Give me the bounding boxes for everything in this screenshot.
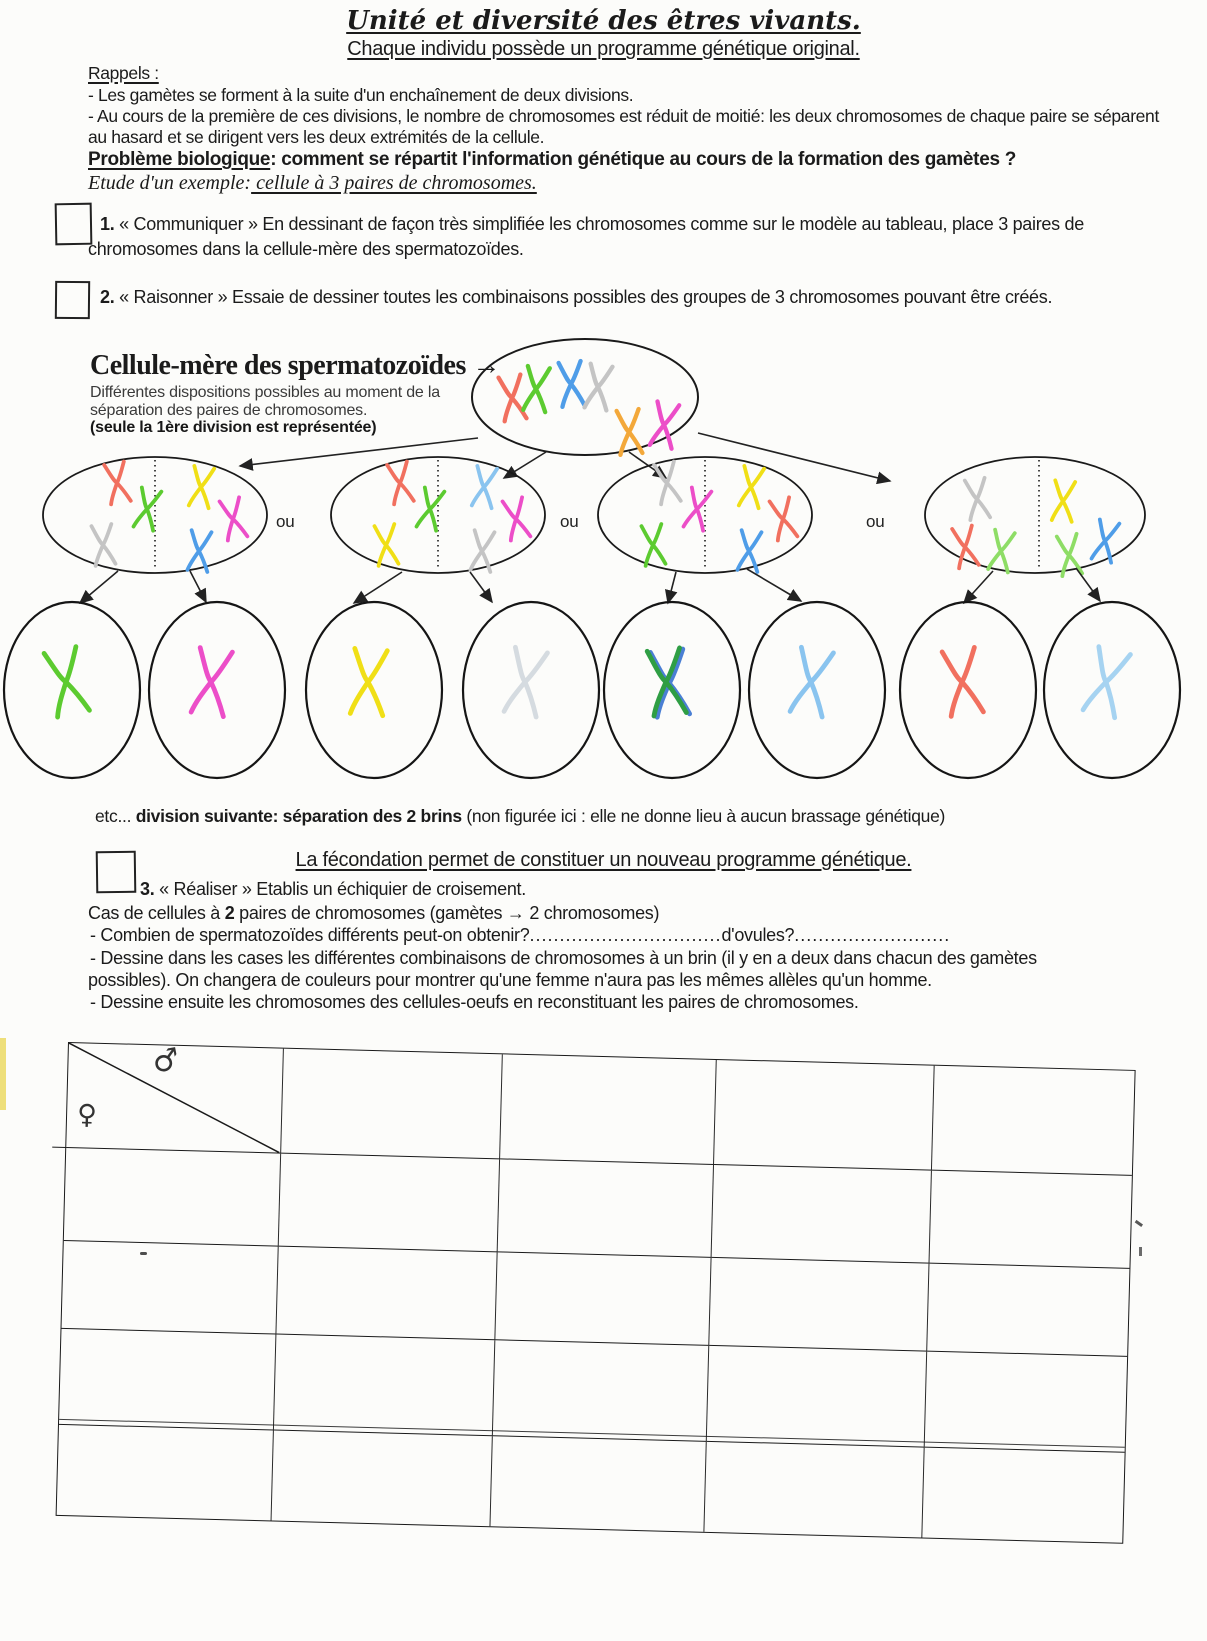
magenta-chromosome	[191, 648, 232, 717]
division-arrow	[354, 572, 402, 603]
pen-mark-3	[140, 1252, 147, 1255]
green-chromosome	[134, 488, 162, 531]
diagram-note-3: (seule la 1ère division est représentée)	[90, 419, 377, 436]
gray-chromosome	[965, 478, 990, 520]
female-gamete-cell[interactable]	[61, 1241, 278, 1335]
offspring-cell[interactable]	[491, 1436, 707, 1532]
lightblue-chromosome	[472, 466, 497, 508]
offspring-cell[interactable]	[925, 1352, 1127, 1453]
task2-line1: 2. « Raisonner » Essaie de dessiner toutes les combinaisons possibles des groupes de 3 chromosomes pouvant être créés.	[100, 287, 1053, 307]
male-gamete-cell[interactable]	[714, 1060, 935, 1171]
division-arrow	[1076, 568, 1100, 601]
paleblue-chromosome	[1083, 647, 1130, 718]
green-chromosome	[44, 647, 89, 717]
page-title: Unité et diversité des êtres vivants.	[346, 6, 861, 36]
fecondation-title: La fécondation permet de constituer un nouveau programme génétique.	[295, 849, 912, 871]
gamete-cell-ellipse	[463, 602, 599, 778]
division-arrow	[80, 571, 118, 603]
red-chromosome	[499, 375, 527, 422]
diagram-note-2: séparation des paires de chromosomes.	[90, 402, 368, 419]
offspring-cell[interactable]	[496, 1252, 712, 1346]
green-chromosome	[523, 366, 550, 412]
red-chromosome	[387, 462, 414, 505]
division-arrow	[504, 452, 546, 478]
offspring-cell[interactable]	[273, 1335, 495, 1437]
rappels-line-1: - Les gamètes se forment à la suite d'un enchaînement de deux divisions.	[88, 85, 634, 105]
male-gamete-cell[interactable]	[281, 1049, 503, 1160]
crossing-table	[56, 1042, 1136, 1544]
offspring-cell[interactable]	[930, 1171, 1132, 1269]
female-gamete-cell[interactable]	[57, 1425, 274, 1521]
magenta-chromosome	[503, 497, 531, 540]
female-gamete-cell[interactable]	[64, 1148, 281, 1247]
etude-exemple: Etude d'un exemple: cellule à 3 paires de chromosomes.	[88, 172, 537, 194]
magenta-chromosome	[220, 497, 248, 540]
gray-chromosome	[654, 462, 681, 505]
yellow-chromosome	[1052, 480, 1075, 521]
offspring-cell[interactable]	[923, 1448, 1125, 1543]
offspring-cell[interactable]	[709, 1258, 930, 1352]
bullet-dessine-1b: possibles). On changera de couleurs pour montrer qu'une femme n'aura pas les mêmes allèles qu'un homme.	[88, 970, 932, 990]
diagram-caption: etc... division suivante: séparation des 2 brins (non figurée ici : elle ne donne lieu à aucun brassage génétique)	[95, 806, 946, 826]
disposition-cell-ellipse	[925, 457, 1145, 573]
division-arrow	[240, 438, 478, 466]
division-arrow	[698, 433, 890, 481]
pen-mark-2	[1139, 1247, 1142, 1256]
diagram-note-1: Différentes dispositions possibles au moment de la	[90, 384, 440, 401]
meiosis-diagram	[0, 335, 1207, 835]
gamete-cell-ellipse	[1044, 602, 1180, 778]
ou-label: ou	[866, 512, 885, 531]
offspring-cell[interactable]	[276, 1247, 498, 1341]
answer-blank-ovules[interactable]: ..........................	[794, 925, 951, 945]
orange-chromosome	[617, 409, 643, 455]
rappels-line-2b: au hasard et se dirigent vers les deux extrémités de la cellule.	[88, 127, 545, 147]
ou-label: ou	[276, 512, 295, 531]
question-combien: - Combien de spermatozoïdes différents peut-on obtenir?................................d'ovules?..........................	[90, 925, 951, 945]
page-subtitle: Chaque individu possède un programme génétique original.	[347, 38, 860, 60]
red-chromosome	[770, 497, 798, 540]
bullet-dessine-1a: - Dessine dans les cases les différentes combinaisons de chromosomes à un brin (il y en a deux dans chacun des gamètes	[90, 948, 1037, 968]
blue-chromosome	[559, 361, 585, 407]
task1-line2: chromosomes dans la cellule-mère des spermatozoïdes.	[88, 239, 524, 259]
division-arrow	[668, 572, 676, 603]
green-chromosome	[417, 488, 445, 531]
offspring-cell[interactable]	[493, 1340, 709, 1442]
female-gamete-cell[interactable]	[59, 1329, 276, 1431]
division-arrow	[470, 572, 492, 602]
female-symbol: ♀	[76, 1099, 98, 1131]
diagonal-header-cell	[66, 1043, 283, 1154]
division-arrow	[747, 569, 801, 601]
scan-line-overshoot	[52, 1147, 66, 1149]
answer-blank-spermatozoides[interactable]: ................................	[529, 925, 722, 945]
offspring-cell[interactable]	[271, 1431, 493, 1527]
magenta-chromosome	[650, 401, 679, 448]
male-symbol: ♂	[149, 1041, 183, 1081]
scan-artifact-yellow-strip	[0, 1038, 6, 1110]
division-arrow	[964, 571, 993, 603]
rappels-label: Rappels :	[88, 63, 159, 83]
red-chromosome	[942, 647, 983, 716]
rappels-line-2a: - Au cours de la première de ces divisions, le nombre de chromosomes est réduit de moitié: les deux chromosomes de chaque paire se séparent	[88, 106, 1159, 126]
gray-chromosome	[91, 524, 115, 566]
mother-cell-ellipse	[472, 339, 698, 455]
male-gamete-cell[interactable]	[932, 1066, 1134, 1176]
task2-checkbox[interactable]	[55, 281, 90, 319]
yellow-chromosome	[350, 648, 387, 715]
task3-line: 3. « Réaliser » Etablis un échiquier de croisement.	[140, 879, 526, 899]
task1-line1: 1. « Communiquer » En dessinant de façon très simplifiée les chromosomes comme sur le modèle au tableau, place 3 paires de	[100, 214, 1084, 234]
pen-mark-1	[1135, 1220, 1143, 1227]
cas-cellules-line: Cas de cellules à 2 paires de chromosomes (gamètes → 2 chromosomes)	[88, 903, 660, 923]
red-chromosome	[104, 462, 131, 505]
lightblue-chromosome	[790, 647, 833, 717]
red-chromosome	[952, 526, 979, 569]
magenta-chromosome	[684, 488, 712, 531]
offspring-cell[interactable]	[707, 1346, 928, 1448]
gray-chromosome	[585, 364, 613, 411]
gamete-cell-ellipse	[749, 602, 885, 778]
darkgreen-chromosome	[647, 648, 689, 718]
yellow-chromosome	[739, 466, 764, 508]
blue-chromosome	[1092, 520, 1120, 563]
offspring-cell[interactable]	[498, 1159, 714, 1258]
mother-cell-label: Cellule-mère des spermatozoïdes →	[90, 350, 500, 381]
male-gamete-cell[interactable]	[500, 1054, 716, 1165]
offspring-cell[interactable]	[928, 1264, 1130, 1357]
yellow-chromosome	[374, 524, 398, 566]
green-chromosome	[641, 524, 665, 566]
yellow-chromosome	[189, 466, 214, 508]
palegray-chromosome	[504, 647, 547, 717]
ou-label: ou	[560, 512, 579, 531]
offspring-cell[interactable]	[278, 1154, 500, 1253]
lightgreen-chromosome	[988, 530, 1015, 573]
offspring-cell[interactable]	[711, 1165, 932, 1264]
probleme-biologique: Problème biologique: comment se répartit l'information génétique au cours de la formation des gamètes ?	[88, 149, 1017, 170]
task1-checkbox[interactable]	[55, 203, 93, 246]
division-arrow	[190, 571, 206, 602]
offspring-cell[interactable]	[704, 1442, 925, 1538]
bullet-dessine-2: - Dessine ensuite les chromosomes des cellules-oeufs en reconstituant les paires de chromosomes.	[90, 992, 859, 1012]
